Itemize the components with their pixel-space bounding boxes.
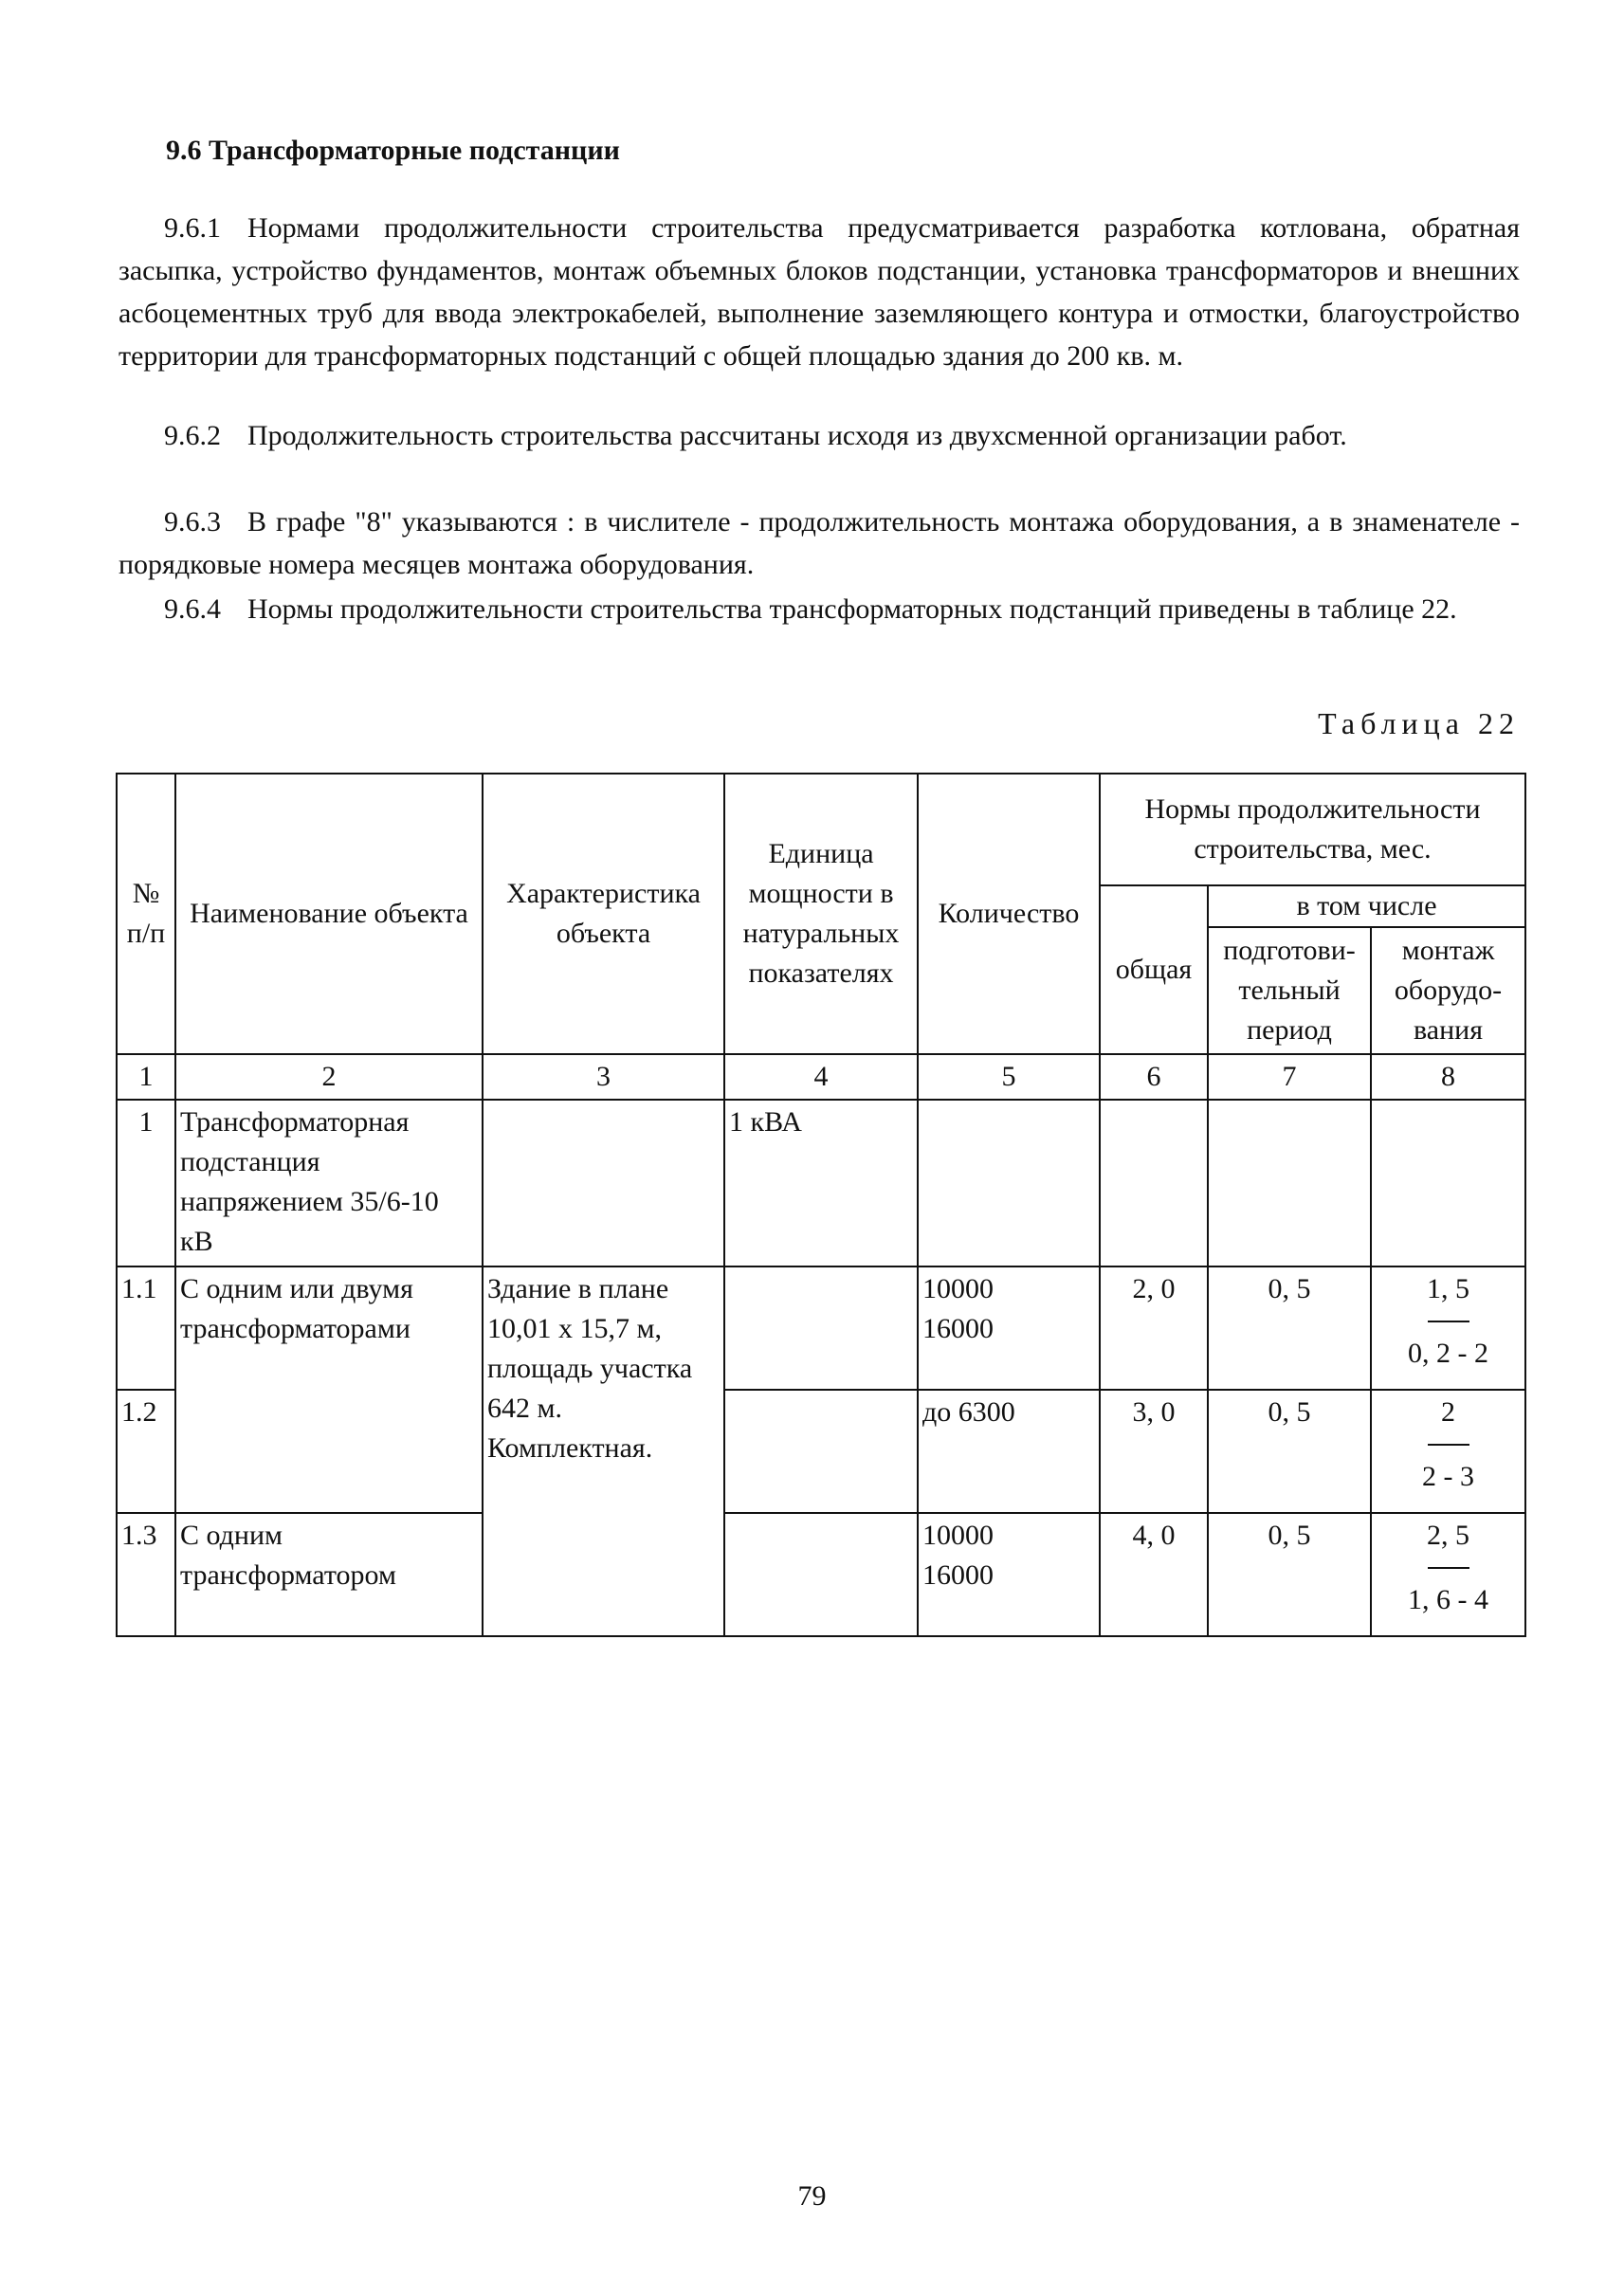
paragraph-text: Продолжительность строительства рассчитаны исходя из двухсменной организации работ. [247, 420, 1347, 451]
header-num: № п/п [117, 774, 175, 1054]
header-prep: подготови-тельный период [1208, 927, 1371, 1054]
column-number: 3 [483, 1054, 724, 1100]
install-numerator: 2 [1441, 1396, 1456, 1428]
fraction-bar [1428, 1444, 1469, 1446]
row-unit [724, 1266, 918, 1390]
paragraph-number: 9.6.1 [164, 212, 221, 244]
paragraph-number: 9.6.3 [164, 506, 221, 538]
row-prep: 0, 5 [1208, 1266, 1371, 1390]
table-row [117, 1100, 1525, 1266]
install-denominator: 2 - 3 [1422, 1461, 1475, 1492]
row-name: С одним трансформатором [175, 1513, 483, 1636]
row-total [1100, 1100, 1208, 1266]
section-title: 9.6 Трансформаторные подстанции [166, 135, 620, 166]
install-fraction [1408, 1516, 1488, 1620]
row-unit [724, 1513, 918, 1636]
row-num: 1.3 [117, 1513, 175, 1636]
row-install [1371, 1100, 1525, 1266]
paragraph-9-6-2 [119, 414, 1520, 457]
norms-table [116, 773, 1526, 1637]
row-num: 1 [117, 1100, 175, 1266]
fraction-bar [1428, 1321, 1469, 1322]
paragraph-text: В графе "8" указываются : в числителе - продолжительность монтажа оборудования, а в знаменателе - порядковые номера месяцев монтажа оборудования. [119, 506, 1520, 580]
header-unit: Единица мощности в натуральных показателях [724, 774, 918, 1054]
install-denominator: 0, 2 - 2 [1408, 1338, 1489, 1369]
row-unit: 1 кВА [724, 1100, 918, 1266]
row-num: 1.1 [117, 1266, 175, 1390]
row-quantity [918, 1100, 1100, 1266]
column-number: 4 [724, 1054, 918, 1100]
column-number: 2 [175, 1054, 483, 1100]
paragraph-number: 9.6.2 [164, 420, 221, 451]
install-fraction [1422, 1393, 1474, 1497]
paragraph-text: Нормами продолжительности строительства предусматривается разработка котлована, обратная засыпка, устройство фундаментов, монтаж объемных блоков подстанции, установка трансформаторов и внешних асбоцементных труб для ввода электрокабелей, выполнение заземляющего контура и отмостки, благоустройство территории для трансформаторных подстанций с общей площадью здания до 200 кв. м. [119, 212, 1520, 372]
row-prep: 0, 5 [1208, 1390, 1371, 1513]
column-number: 1 [117, 1054, 175, 1100]
row-install [1371, 1390, 1525, 1513]
table-row [117, 1266, 1525, 1390]
paragraph-9-6-4 [119, 588, 1520, 630]
install-denominator: 1, 6 - 4 [1408, 1584, 1489, 1615]
column-number: 8 [1371, 1054, 1525, 1100]
row-install [1371, 1266, 1525, 1390]
paragraph-number: 9.6.4 [164, 593, 221, 625]
column-number: 5 [918, 1054, 1100, 1100]
row-unit [724, 1390, 918, 1513]
row-prep: 0, 5 [1208, 1513, 1371, 1636]
column-numbers-row [117, 1054, 1525, 1100]
row-total: 4, 0 [1100, 1513, 1208, 1636]
table-row [117, 1513, 1525, 1636]
row-name: Трансформаторная подстанция напряжением 35/6-10 кВ [175, 1100, 483, 1266]
row-install [1371, 1513, 1525, 1636]
install-numerator: 2, 5 [1427, 1520, 1470, 1551]
row-total: 3, 0 [1100, 1390, 1208, 1513]
row-num: 1.2 [117, 1390, 175, 1513]
page-number: 79 [797, 2180, 827, 2212]
row-prep [1208, 1100, 1371, 1266]
header-norms: Нормы продолжительности строительства, мес. [1100, 774, 1525, 885]
column-number: 6 [1100, 1054, 1208, 1100]
header-including: в том числе [1208, 885, 1525, 927]
header-quantity: Количество [918, 774, 1100, 1054]
row-characteristic: Здание в плане 10,01 х 15,7 м, площадь участка 642 м. Комплектная. [483, 1266, 724, 1636]
install-numerator: 1, 5 [1427, 1273, 1470, 1304]
fraction-bar [1428, 1567, 1469, 1569]
row-quantity: 10000 16000 [918, 1513, 1100, 1636]
paragraph-text: Нормы продолжительности строительства трансформаторных подстанций приведены в таблице 22. [247, 593, 1457, 625]
row-name: С одним или двумя трансформаторами [175, 1266, 483, 1513]
row-total: 2, 0 [1100, 1266, 1208, 1390]
row-quantity: до 6300 [918, 1390, 1100, 1513]
paragraph-9-6-1 [119, 207, 1520, 377]
header-install: монтаж оборудо-вания [1371, 927, 1525, 1054]
header-name: Наименование объекта [175, 774, 483, 1054]
paragraph-9-6-3 [119, 501, 1520, 586]
install-fraction [1408, 1269, 1488, 1374]
header-total: общая [1100, 885, 1208, 1054]
row-quantity: 10000 16000 [918, 1266, 1100, 1390]
column-number: 7 [1208, 1054, 1371, 1100]
row-characteristic [483, 1100, 724, 1266]
table-caption: Таблица 22 [1318, 706, 1520, 740]
header-characteristic: Характеристика объекта [483, 774, 724, 1054]
